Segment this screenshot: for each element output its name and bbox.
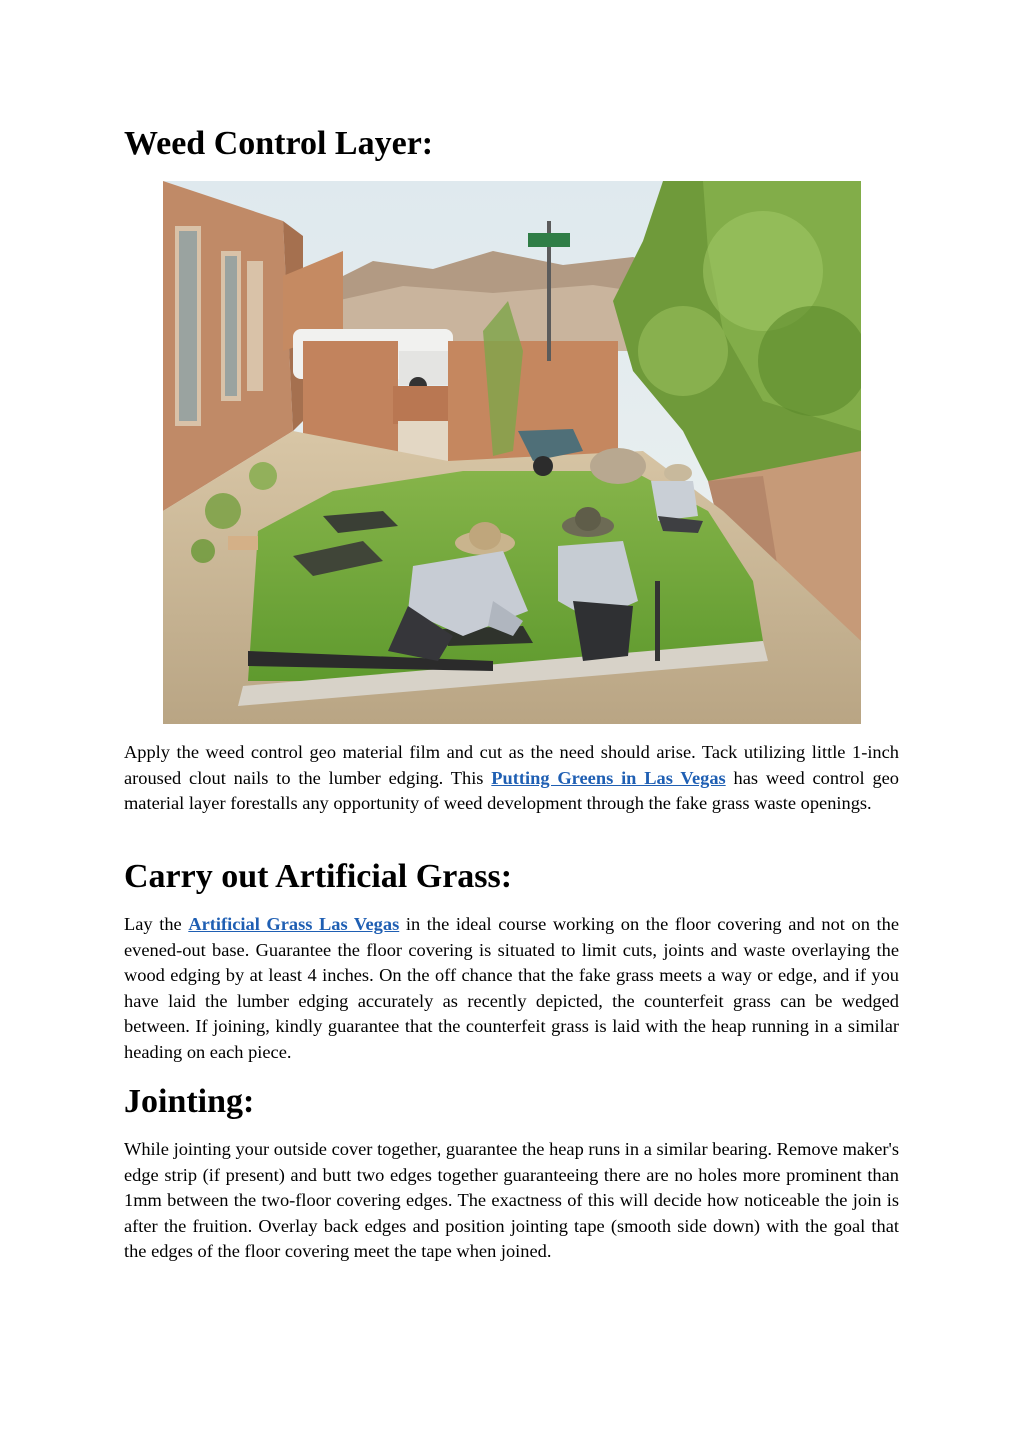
link-artificial-grass-las-vegas[interactable]: Artificial Grass Las Vegas [188,914,400,934]
paragraph-carry-text-before: Lay the [124,914,189,934]
photo-workers-installing-artificial-grass [163,181,861,724]
heading-weed-control-layer: Weed Control Layer: [124,125,434,162]
paragraph-weed-control [124,740,899,817]
paragraph-carry-out [124,912,899,1066]
link-putting-greens-las-vegas[interactable]: Putting Greens in Las Vegas [491,767,726,788]
paragraph-weed-text-after: has weed control geo material layer forestalls any opportunity of weed development through the fake grass waste openings. [124,767,899,814]
heading-jointing: Jointing: [124,1083,255,1120]
paragraph-jointing: While jointing your outside cover together, guarantee the heap runs in a similar bearing. Remove maker's edge strip (if present) and butt two edges together guaranteeing there are no holes more prominent than 1mm between the two-floor covering edges. The exactness of this will decide how noticeable the join is after the fruition. Overlay back edges and position jointing tape (smooth side down) with the goal that the edges of the floor covering meet the tape when joined. [124,1139,899,1262]
heading-carry-out-artificial-grass: Carry out Artificial Grass: [124,858,513,895]
paragraph-carry-text-after: in the ideal course working on the floor covering and not on the evened-out base. Guarantee the floor covering is situated to limit cuts, joints and waste overlaying the wood edging by at least 4 inches. On the off chance that the fake grass meets a way or edge, and if you have laid the lumber edging accurately as recently depicted, the counterfeit grass can be wedged between. If joining, kindly guarantee that the counterfeit grass is laid with the heap running in a similar heading on each piece. [124,914,899,1062]
paragraph-weed-text-before: Apply the weed control geo material film and cut as the need should arise. Tack utilizing little 1-inch aroused clout nails to the lumber edging. This [124,742,899,788]
